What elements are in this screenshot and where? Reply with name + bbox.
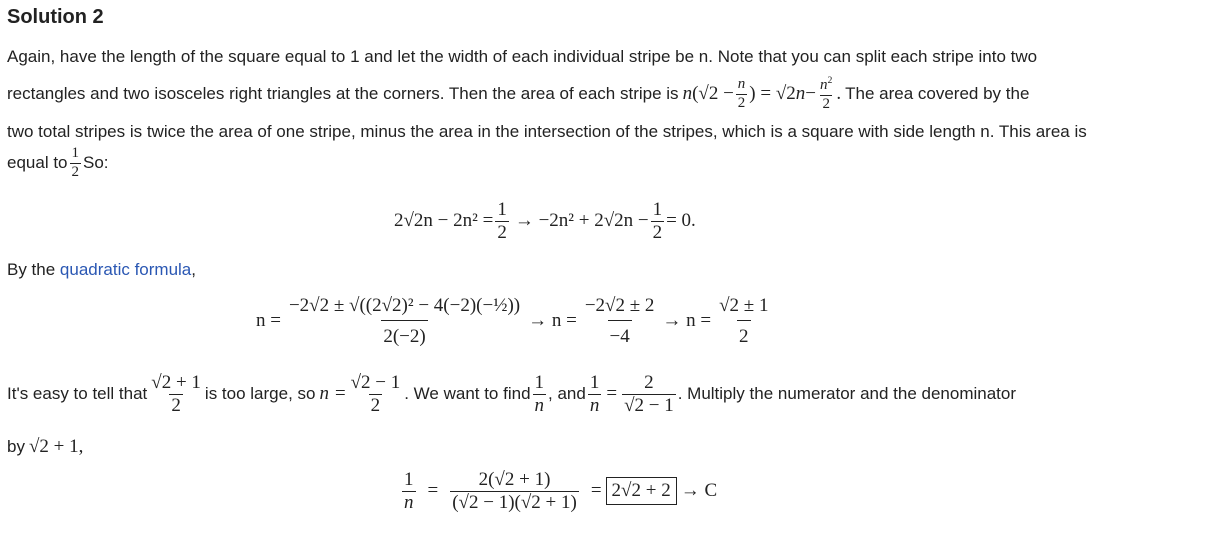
para3-n-eq: n = <box>319 383 347 405</box>
eq1-half-b: $\frac{1}{2}$ <box>652 199 663 243</box>
para3-frac-c: $\frac{1}{n}$ <box>534 372 545 416</box>
para2 <box>7 260 196 280</box>
eq1-half-a: $\frac{1}{2}$ <box>497 199 507 243</box>
para3-text-c: . We want to find <box>404 384 531 404</box>
eq3-lhs: $\frac{1}{n}$ <box>404 469 414 513</box>
half-fraction: $\frac{1}{2}$ <box>71 145 79 180</box>
para3-frac-d: $\frac{1}{n}$ <box>589 372 600 416</box>
eq3-eq-2: = <box>590 480 602 502</box>
para3-text-d: , and <box>548 384 586 404</box>
para1-line4-text-a: equal to <box>7 153 68 173</box>
stripe-area-expression: n (√2 − $\frac{n}{2}$ ) = √2 n − $\frac{n^2}{2}$ . <box>682 75 842 112</box>
para3-mult: √2 + 1 <box>28 436 79 457</box>
para3-text-a: It's easy to tell that <box>7 384 148 404</box>
para3-text-b: is too large, so <box>204 384 316 404</box>
eq1-rhs: = 0. <box>666 210 696 232</box>
para3-text-f: by <box>7 437 25 456</box>
para1-line4-text-b: So: <box>83 153 109 173</box>
equation-1 <box>394 200 696 243</box>
quadratic-formula-link[interactable]: quadratic formula <box>59 260 192 279</box>
para3-text-g: , <box>78 436 84 457</box>
para1-line2 <box>7 76 1029 113</box>
equation-3 <box>400 470 717 513</box>
eq2-frac-1: $\frac{\text{−2√2 ± √((2√2)² − 4(−2)(−½))}}{2(-2)}$ <box>288 295 521 347</box>
para1-line1: Again, have the length of the square equal to 1 and let the width of each individual stripe be n. Note that you can split each stripe into two <box>7 47 1038 66</box>
para1-line2-text-b: The area covered by the <box>845 84 1030 104</box>
eq2-n-eq: n = <box>256 310 281 332</box>
para3-equals: = <box>606 383 618 405</box>
solution-heading: Solution 2 <box>7 6 104 28</box>
eq3-answer: → C <box>680 480 718 502</box>
para3-frac-a: $\frac{√2 + 1}{2}$ <box>151 372 201 416</box>
eq3-eq-1: = <box>427 480 439 502</box>
para2-suffix: , <box>191 260 196 279</box>
para1-line2-text-a: rectangles and two isosceles right triangles at the corners. Then the area of each stripe is <box>7 84 679 104</box>
eq2-frac-2: $\frac{-2√2 \pm 2}{-4}$ <box>584 295 655 347</box>
para1-line4 <box>7 146 109 181</box>
equation-2 <box>256 296 772 347</box>
para3-text-e: . Multiply the numerator and the denominator <box>677 384 1017 404</box>
para2-prefix: By the <box>7 260 60 279</box>
eq1-lhs: 2√2n − 2n² = <box>394 210 494 232</box>
para3-frac-e: $\frac{2}{√2 - 1}$ <box>624 372 674 416</box>
eq1-mid: → −2n² + 2√2n − <box>514 210 649 232</box>
eq2-arrow-1: → n = <box>528 310 577 332</box>
eq2-frac-3: $\frac{√2 \pm 1}{2}$ <box>719 295 769 347</box>
para1-line3: two total stripes is twice the area of one stripe, minus the area in the intersection of the stripes, which is a square with side length n. This area is <box>7 122 1087 141</box>
eq3-boxed-answer: 2√2 + 2 <box>606 477 677 505</box>
eq3-mid: $\frac{2(√2 + 1)}{(√2 - 1)(√2 + 1)}$ <box>452 469 577 513</box>
eq2-arrow-2: → n = <box>662 310 712 332</box>
para3-line2 <box>7 436 83 458</box>
para3-line1 <box>7 373 1016 416</box>
para3-frac-b: $\frac{√2 - 1}{2}$ <box>350 372 401 416</box>
